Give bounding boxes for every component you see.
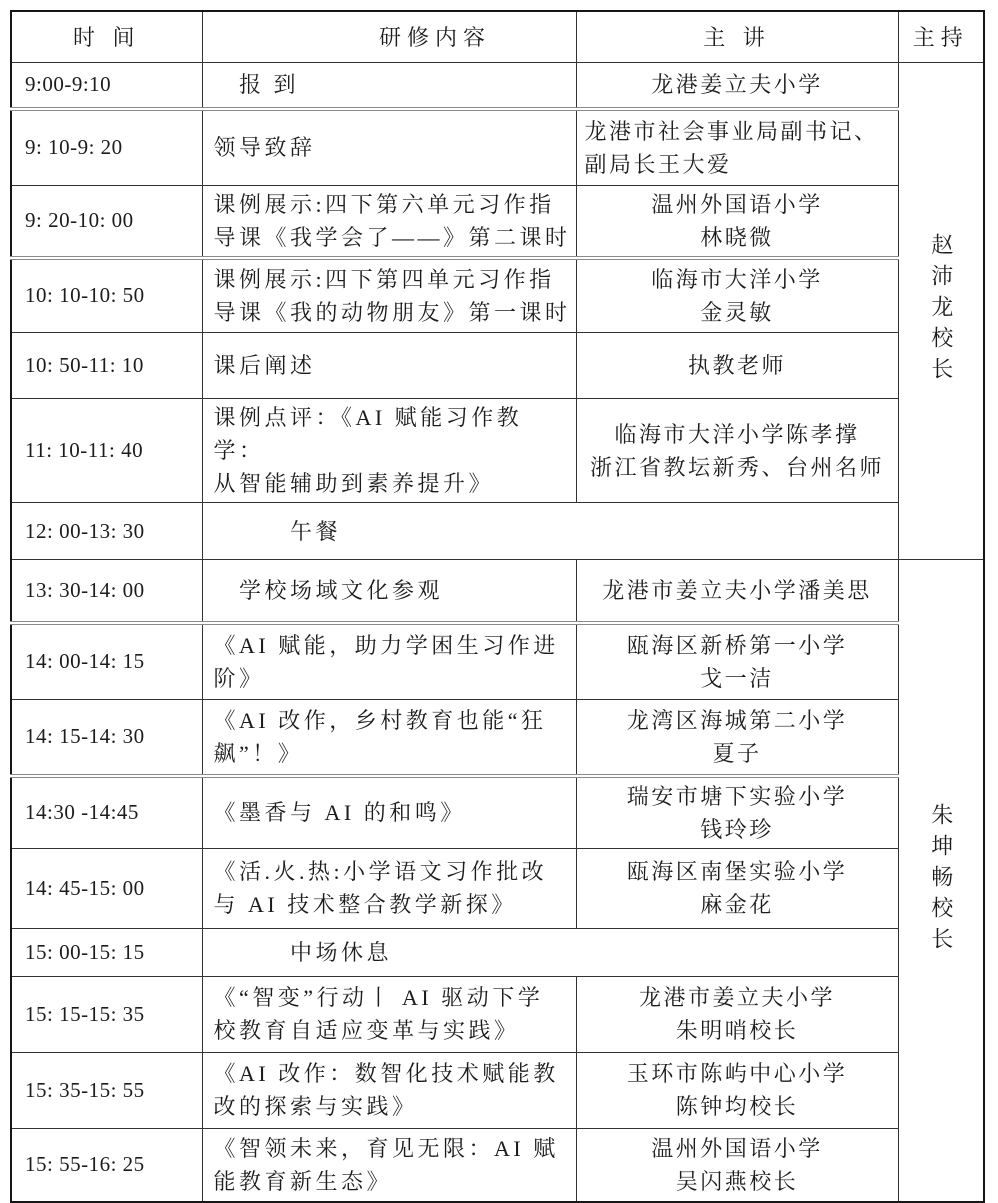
header-row [11, 11, 984, 62]
text-line: 玉环市陈屿中心小学 [626, 1061, 848, 1086]
table-row [11, 1128, 984, 1202]
text-line: 《活.火.热:小学语文习作批改 [213, 859, 548, 884]
text-line: 龙港市姜立夫小学潘美思 [602, 577, 872, 603]
text-line: 临海市大洋小学陈孝撑 [614, 421, 860, 447]
text-line: 课例展示:四下第六单元习作指 [213, 191, 555, 217]
content-cell [202, 976, 576, 1052]
content-cell [202, 928, 898, 976]
content-cell [202, 109, 576, 185]
table-row [11, 848, 984, 928]
time-cell: 14: 15-14: 30 [11, 700, 202, 776]
table-row [11, 928, 984, 976]
text-line: 瑞安市塘下实验小学 [626, 783, 848, 809]
speaker-cell [576, 560, 898, 623]
table-row [11, 62, 984, 109]
text-line: 中场休息 [213, 939, 393, 965]
content-cell [202, 333, 576, 399]
text-line: 课例展示:四下第四单元习作指 [213, 266, 555, 292]
header-cell-host: 主持 [898, 11, 984, 62]
speaker-cell [576, 976, 898, 1052]
table-row [11, 503, 984, 560]
table-row [11, 700, 984, 776]
text-line: 午餐 [213, 518, 342, 544]
content-cell [202, 258, 576, 333]
text-line: 陈钟均校长 [675, 1094, 799, 1119]
content-cell [202, 185, 576, 258]
text-line: 临海市大洋小学 [651, 266, 823, 292]
text-line: 学校场域文化参观 [213, 577, 444, 603]
speaker-cell [576, 258, 898, 333]
time-cell: 9: 20-10: 00 [11, 185, 202, 258]
content-cell [202, 560, 576, 623]
speaker-cell [576, 185, 898, 258]
time-cell: 14: 00-14: 15 [11, 623, 202, 700]
text-line: 龙湾区海城第二小学 [626, 707, 848, 733]
text-line: 校教育自适应变革与实践》 [213, 1018, 520, 1043]
text-line: 戈一洁 [700, 665, 774, 691]
text-line: 报 到 [213, 72, 300, 98]
content-cell [202, 623, 576, 700]
text-line: 课例点评：《AI 赋能习作教学： [213, 405, 523, 463]
speaker-cell [576, 1052, 898, 1128]
text-line: 课后阐述 [213, 353, 316, 378]
speaker-cell [576, 1128, 898, 1202]
text-line: 能教育新生态》 [213, 1168, 393, 1194]
speaker-cell [576, 848, 898, 928]
host-name-vertical: 朱坤畅校长 [928, 803, 954, 958]
content-cell [202, 399, 576, 503]
header-cell-content: 研修内容 [202, 11, 576, 62]
text-line: 龙港姜立夫小学 [651, 72, 823, 98]
text-line: 夏子 [712, 740, 762, 766]
content-cell [202, 776, 576, 849]
time-cell: 9: 10-9: 20 [11, 109, 202, 185]
time-cell: 15: 00-15: 15 [11, 928, 202, 976]
text-line: 领导致辞 [213, 135, 316, 161]
time-cell: 14: 45-15: 00 [11, 848, 202, 928]
table-row [11, 623, 984, 700]
text-line: 执教老师 [687, 353, 786, 378]
time-cell: 9:00-9:10 [11, 62, 202, 109]
table-row [11, 776, 984, 849]
speaker-cell [576, 333, 898, 399]
text-line: 林晓微 [700, 224, 774, 250]
host-cell [898, 560, 984, 1203]
text-line: 《“智变”行动丨 AI 驱动下学 [213, 985, 544, 1010]
header-cell-time: 时 间 [11, 11, 202, 62]
table-row [11, 1052, 984, 1128]
text-line: 温州外国语小学 [651, 1135, 823, 1161]
time-cell: 13: 30-14: 00 [11, 560, 202, 623]
content-cell [202, 62, 576, 109]
text-line: 《AI 赋能，助力学困生习作进 [213, 632, 559, 658]
text-line: 《智领未来，育见无限：AI 赋 [213, 1135, 559, 1161]
text-line: 导课《我的动物朋友》第一课时 [213, 299, 571, 325]
text-line: 浙江省教坛新秀、台州名师 [589, 454, 884, 480]
table-row [11, 560, 984, 623]
text-line: 龙港市社会事业局副书记、 [584, 118, 879, 144]
speaker-cell [576, 700, 898, 776]
table-row [11, 258, 984, 333]
text-line: 吴闪燕校长 [675, 1168, 799, 1194]
time-cell: 10: 50-11: 10 [11, 333, 202, 399]
time-cell: 14:30 -14:45 [11, 776, 202, 849]
text-line: 改的探索与实践》 [213, 1094, 418, 1119]
speaker-cell [576, 623, 898, 700]
text-line: 钱玲珍 [700, 816, 774, 842]
content-cell [202, 700, 576, 776]
host-cell [898, 62, 984, 560]
header-cell-speaker: 主 讲 [576, 11, 898, 62]
table-row [11, 399, 984, 503]
speaker-cell [576, 776, 898, 849]
text-line: 瓯海区南堡实验小学 [626, 859, 848, 884]
text-line: 《AI 改作，乡村教育也能“狂 [213, 707, 547, 733]
time-cell: 15: 15-15: 35 [11, 976, 202, 1052]
table-row [11, 333, 984, 399]
text-line: 副局长王大爱 [584, 151, 732, 177]
text-line: 飙”！》 [213, 740, 304, 766]
text-line: 温州外国语小学 [651, 191, 823, 217]
content-cell [202, 1128, 576, 1202]
text-line: 麻金花 [700, 892, 774, 917]
speaker-cell [576, 109, 898, 185]
table-row [11, 976, 984, 1052]
text-line: 金灵敏 [700, 299, 774, 325]
host-name-vertical: 赵沛龙校长 [928, 233, 954, 389]
schedule-body [11, 62, 984, 1202]
schedule-table [10, 10, 985, 1203]
text-line: 从智能辅助到素养提升》 [213, 471, 495, 496]
text-line: 导课《我学会了——》第二课时 [213, 224, 571, 250]
content-cell [202, 1052, 576, 1128]
content-cell [202, 848, 576, 928]
time-cell: 11: 10-11: 40 [11, 399, 202, 503]
speaker-cell [576, 399, 898, 503]
content-cell [202, 503, 898, 560]
time-cell: 12: 00-13: 30 [11, 503, 202, 560]
speaker-cell [576, 62, 898, 109]
time-cell: 10: 10-10: 50 [11, 258, 202, 333]
table-row [11, 109, 984, 185]
table-row [11, 185, 984, 258]
time-cell: 15: 55-16: 25 [11, 1128, 202, 1202]
text-line: 《AI 改作：数智化技术赋能教 [213, 1061, 559, 1086]
time-cell: 15: 35-15: 55 [11, 1052, 202, 1128]
text-line: 朱明哨校长 [675, 1018, 799, 1043]
text-line: 与 AI 技术整合教学新探》 [213, 892, 517, 917]
text-line: 龙港市姜立夫小学 [638, 985, 835, 1010]
text-line: 阶》 [213, 665, 265, 691]
text-line: 瓯海区新桥第一小学 [626, 632, 848, 658]
text-line: 《墨香与 AI 的和鸣》 [213, 800, 466, 825]
